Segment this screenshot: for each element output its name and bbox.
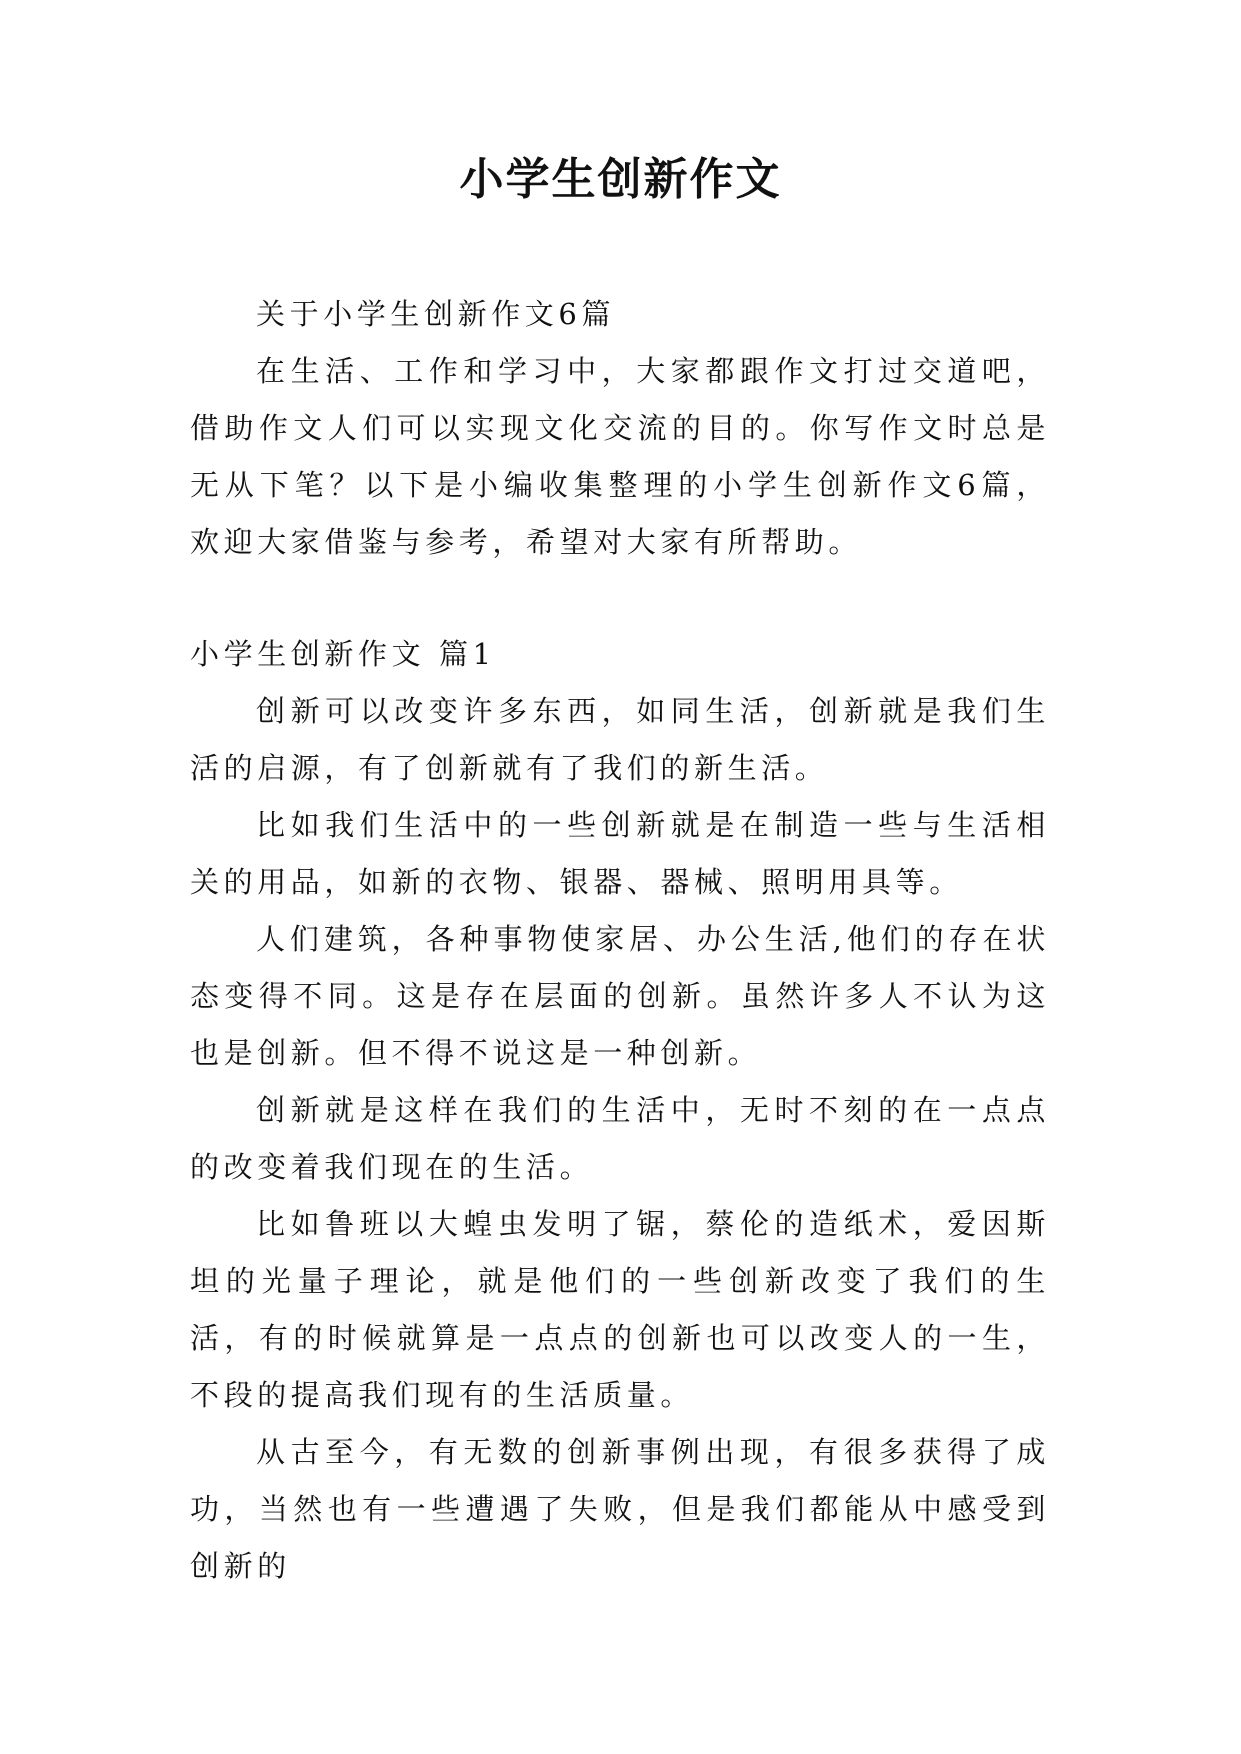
body-paragraph: 比如我们生活中的一些创新就是在制造一些与生活相关的用品，如新的衣物、银器、器械、照明用具等。 xyxy=(190,808,1050,899)
intro-paragraph: 在生活、工作和学习中，大家都跟作文打过交道吧，借助作文人们可以实现文化交流的目的。你写作文时总是无从下笔？以下是小编收集整理的小学生创新作文6篇，欢迎大家借鉴与参考，希望对大家有所帮助。 xyxy=(190,354,1050,559)
body-paragraph: 比如鲁班以大蝗虫发明了锯，蔡伦的造纸术，爱因斯坦的光量子理论，就是他们的一些创新改变了我们的生活，有的时候就算是一点点的创新也可以改变人的一生，不段的提高我们现有的生活质量。 xyxy=(190,1207,1050,1412)
intro-heading: 关于小学生创新作文6篇 xyxy=(256,297,616,331)
body-paragraph: 创新可以改变许多东西，如同生活，创新就是我们生活的启源，有了创新就有了我们的新生活。 xyxy=(190,694,1050,785)
body-paragraph: 从古至今，有无数的创新事例出现，有很多获得了成功，当然也有一些遭遇了失败，但是我们都能从中感受到创新的 xyxy=(190,1435,1050,1583)
document-title: 小学生创新作文 xyxy=(459,154,782,205)
body-paragraph: 人们建筑，各种事物使家居、办公生活,他们的存在状态变得不同。这是存在层面的创新。虽然许多人不认为这也是创新。但不得不说这是一种创新。 xyxy=(190,922,1050,1070)
section-heading: 小学生创新作文 篇1 xyxy=(190,637,496,671)
body-paragraph: 创新就是这样在我们的生活中，无时不刻的在一点点的改变着我们现在的生活。 xyxy=(190,1093,1050,1184)
document-body xyxy=(190,286,1050,1595)
